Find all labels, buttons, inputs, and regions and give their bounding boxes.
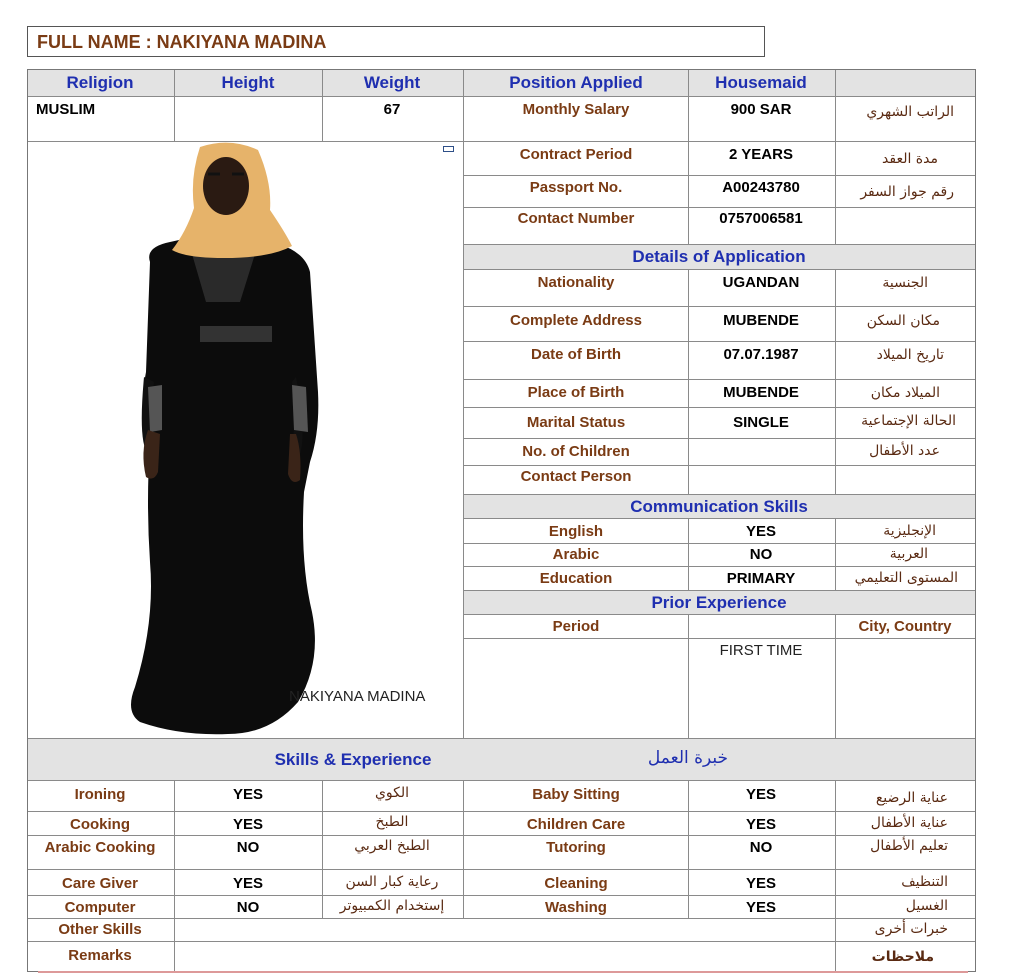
- skill-label: Baby Sitting: [532, 786, 620, 803]
- skill-arabic: الطبخ العربي: [354, 838, 430, 854]
- skills-band: [28, 738, 975, 780]
- info-value: 0757006581: [719, 210, 803, 227]
- detail-label: Contact Person: [520, 468, 632, 485]
- skill-label: Computer: [64, 899, 136, 916]
- full-name-box: [27, 26, 765, 57]
- skill-label: Children Care: [526, 816, 626, 833]
- skill-value: YES: [232, 816, 264, 833]
- detail-label: No. of Children: [522, 443, 630, 460]
- prior-entry: FIRST TIME: [719, 642, 803, 659]
- skill-arabic: إستخدام الكمبيوتر: [339, 898, 445, 914]
- communication-title: Communication Skills: [630, 497, 808, 516]
- skill-value: YES: [745, 786, 777, 803]
- skill-arabic: عناية الرضيع: [875, 790, 948, 806]
- info-value: 900 SAR: [730, 101, 792, 118]
- skill-value: YES: [745, 875, 777, 892]
- skills-title-arabic: خبرة العمل: [647, 748, 729, 768]
- communication-label: Education: [539, 570, 613, 587]
- communication-label: Arabic: [552, 546, 600, 563]
- info-arabic: الراتب الشهري: [866, 104, 954, 120]
- header-band: [28, 70, 975, 96]
- skill-label: Arabic Cooking: [44, 839, 156, 856]
- height-header: Height: [221, 73, 275, 92]
- skill-label: Ironing: [74, 786, 126, 803]
- prior-title: Prior Experience: [651, 593, 787, 612]
- info-value: 2 YEARS: [729, 146, 793, 163]
- skill-label: Cleaning: [544, 875, 608, 892]
- skill-label: Tutoring: [546, 839, 606, 856]
- detail-value: UGANDAN: [722, 274, 800, 291]
- detail-value: MUBENDE: [723, 384, 799, 401]
- skill-label: Care Giver: [62, 875, 138, 892]
- bottom-divider: [38, 971, 968, 973]
- detail-label: Nationality: [537, 274, 615, 291]
- skill-value: NO: [236, 839, 260, 856]
- info-value: A00243780: [722, 179, 800, 196]
- detail-arabic: الجنسية: [882, 275, 928, 291]
- skill-value: NO: [236, 899, 260, 916]
- skill-value: YES: [232, 786, 264, 803]
- remarks-label: Remarks: [68, 947, 132, 964]
- other-skills-label: Other Skills: [58, 921, 142, 938]
- remarks-arabic: ملاحظات: [871, 949, 934, 965]
- communication-arabic: الإنجليزية: [883, 523, 936, 539]
- detail-arabic: الميلاد مكان: [870, 385, 940, 401]
- skill-value: YES: [745, 899, 777, 916]
- skill-value: YES: [745, 816, 777, 833]
- detail-value: MUBENDE: [723, 312, 799, 329]
- info-label: Monthly Salary: [522, 101, 630, 118]
- weight-header: Weight: [363, 73, 421, 92]
- skill-arabic: رعاية كبار السن: [345, 874, 439, 890]
- skill-label: Washing: [545, 899, 607, 916]
- info-arabic: مدة العقد: [882, 151, 938, 167]
- communication-value: YES: [745, 523, 777, 540]
- communication-arabic: العربية: [889, 546, 928, 562]
- detail-label: Date of Birth: [531, 346, 621, 363]
- position-header: Position Applied: [509, 73, 643, 92]
- communication-label: English: [548, 523, 604, 540]
- detail-arabic: مكان السكن: [866, 313, 940, 329]
- detail-label: Marital Status: [526, 414, 626, 431]
- skill-label: Cooking: [70, 816, 130, 833]
- full-name-label: FULL NAME :: [37, 32, 152, 52]
- detail-value: SINGLE: [733, 414, 789, 431]
- full-name-value: NAKIYANA MADINA: [156, 32, 327, 52]
- applicant-photo: [120, 142, 330, 738]
- detail-label: Complete Address: [510, 312, 642, 329]
- communication-arabic: المستوى التعليمي: [854, 570, 958, 586]
- religion-value: MUSLIM: [36, 101, 96, 118]
- religion-header: Religion: [66, 73, 134, 92]
- resize-handle-icon: [443, 146, 454, 152]
- position-value: Housemaid: [715, 73, 807, 92]
- info-label: Contact Number: [517, 210, 635, 227]
- detail-label: Place of Birth: [527, 384, 625, 401]
- other-skills-arabic: خبرات أخرى: [874, 921, 948, 937]
- skills-title: Skills & Experience: [274, 750, 432, 769]
- details-title: Details of Application: [632, 247, 806, 266]
- prior-period-label: Period: [552, 618, 600, 635]
- info-arabic: رقم جواز السفر: [860, 184, 954, 200]
- info-label: Passport No.: [529, 179, 623, 196]
- communication-value: PRIMARY: [726, 570, 796, 587]
- skill-arabic: تعليم الأطفال: [870, 838, 948, 854]
- weight-value: 67: [383, 101, 401, 118]
- detail-arabic: تاريخ الميلاد: [876, 347, 944, 363]
- detail-arabic: الحالة الإجتماعية: [861, 413, 956, 429]
- skill-arabic: التنظيف: [901, 874, 948, 890]
- detail-arabic: عدد الأطفال: [869, 443, 940, 459]
- info-label: Contract Period: [519, 146, 633, 163]
- skill-arabic: عناية الأطفال: [870, 815, 948, 831]
- detail-value: 07.07.1987: [723, 346, 799, 363]
- skill-value: NO: [749, 839, 773, 856]
- prior-location-label: City, Country: [858, 618, 952, 635]
- skill-arabic: الطبخ: [375, 814, 409, 830]
- skill-value: YES: [232, 875, 264, 892]
- photo-caption: NAKIYANA MADINA: [289, 688, 426, 705]
- skill-arabic: الغسيل: [905, 898, 948, 914]
- skill-arabic: الكوي: [374, 785, 410, 801]
- communication-value: NO: [749, 546, 773, 563]
